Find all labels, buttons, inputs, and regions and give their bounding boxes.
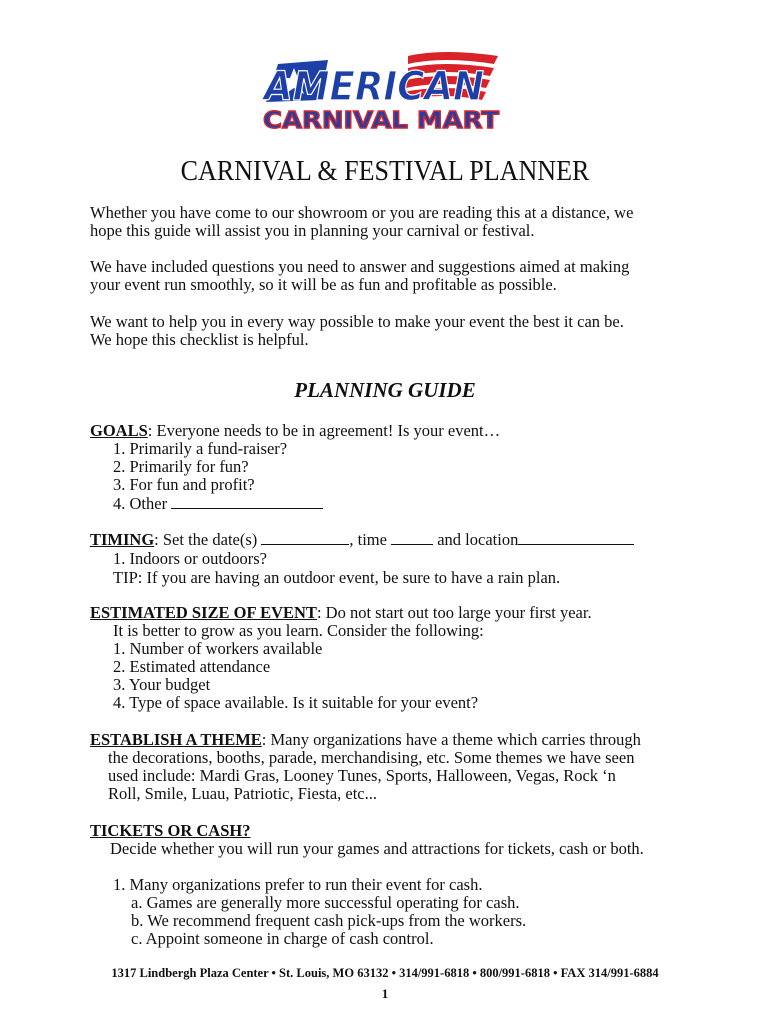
size-line-2: It is better to grow as you learn. Consider the following: — [113, 621, 484, 640]
tickets-subitem-b: b. We recommend frequent cash pick-ups from the workers. — [131, 911, 527, 930]
goals-item-3: 3. For fun and profit? — [113, 475, 255, 494]
size-section — [90, 604, 592, 622]
intro-2-line-2: your event run smoothly, so it will be as fun and profitable as possible. — [90, 275, 557, 294]
tickets-subitem-a: a. Games are generally more successful operating for cash. — [131, 893, 520, 912]
time-blank-line[interactable] — [391, 530, 433, 545]
american-carnival-mart-logo — [258, 50, 508, 132]
timing-section — [90, 530, 634, 549]
tickets-subitem-c: c. Appoint someone in charge of cash control. — [131, 929, 434, 948]
other-blank-line[interactable] — [171, 494, 323, 509]
size-text: : Do not start out too large your first year. — [316, 603, 592, 622]
theme-section — [90, 731, 641, 749]
tickets-item-1: 1. Many organizations prefer to run their event for cash. — [113, 875, 483, 894]
logo-word-carnival-mart: CARNIVAL MART — [263, 108, 500, 132]
timing-text-3: and location — [437, 530, 519, 549]
goals-item-1: 1. Primarily a fund-raiser? — [113, 439, 288, 458]
size-item-1: 1. Number of workers available — [113, 639, 323, 658]
intro-3-line-1: We want to help you in every way possible to make your event the best it can be. — [90, 312, 624, 331]
intro-paragraph-2 — [90, 258, 690, 294]
page-number: 1 — [381, 986, 389, 1001]
intro-2-line-1: We have included questions you need to answer and suggestions aimed at making — [90, 257, 630, 276]
goals-text: : Everyone needs to be in agreement! Is your event… — [147, 421, 501, 440]
size-heading: ESTIMATED SIZE OF EVENT — [90, 603, 317, 622]
intro-3-line-2: We hope this checklist is helpful. — [90, 330, 309, 349]
planning-guide-heading: PLANNING GUIDE — [294, 378, 476, 402]
goals-heading: GOALS — [90, 421, 148, 440]
goals-item-4 — [113, 494, 323, 513]
theme-line-1: the decorations, booths, parade, merchandising, etc. Some themes we have seen — [108, 748, 635, 767]
document-title: CARNIVAL & FESTIVAL PLANNER — [180, 156, 590, 187]
timing-text-2: , time — [349, 530, 387, 549]
tickets-section — [90, 822, 250, 840]
theme-text: : Many organizations have a theme which carries through — [261, 730, 641, 749]
goals-item-2: 2. Primarily for fun? — [113, 457, 249, 476]
theme-line-3: Roll, Smile, Luau, Patriotic, Fiesta, etc... — [108, 784, 378, 803]
timing-tip: TIP: If you are having an outdoor event, be sure to have a rain plan. — [113, 568, 561, 587]
intro-paragraph-1 — [90, 204, 690, 240]
tickets-heading: TICKETS OR CASH? — [90, 821, 251, 840]
timing-item-1: 1. Indoors or outdoors? — [113, 549, 267, 568]
footer-address: 1317 Lindbergh Plaza Center • St. Louis, MO 63132 • 314/991-6818 • 800/991-6818 • FAX 314/991-6884 — [111, 966, 659, 980]
timing-heading: TIMING — [90, 530, 155, 549]
theme-line-2: used include: Mardi Gras, Looney Tunes, Sports, Halloween, Vegas, Rock ‘n — [108, 766, 616, 785]
intro-1-line-1: Whether you have come to our showroom or you are reading this at a distance, we — [90, 203, 634, 222]
size-item-4: 4. Type of space available. Is it suitable for your event? — [113, 693, 479, 712]
size-item-3: 3. Your budget — [113, 675, 211, 694]
intro-paragraph-3 — [90, 313, 690, 349]
logo-word-american: AMERICAN — [261, 64, 484, 110]
date-blank-line[interactable] — [261, 530, 349, 545]
goals-item-4-label: 4. Other — [113, 494, 168, 513]
intro-1-line-2: hope this guide will assist you in planning your carnival or festival. — [90, 221, 535, 240]
size-item-2: 2. Estimated attendance — [113, 657, 271, 676]
theme-heading: ESTABLISH A THEME — [90, 730, 262, 749]
goals-section — [90, 422, 500, 440]
location-blank-line[interactable] — [518, 530, 634, 545]
timing-text-1: : Set the date(s) — [154, 530, 258, 549]
tickets-line-1: Decide whether you will run your games and attractions for tickets, cash or both. — [110, 839, 644, 858]
